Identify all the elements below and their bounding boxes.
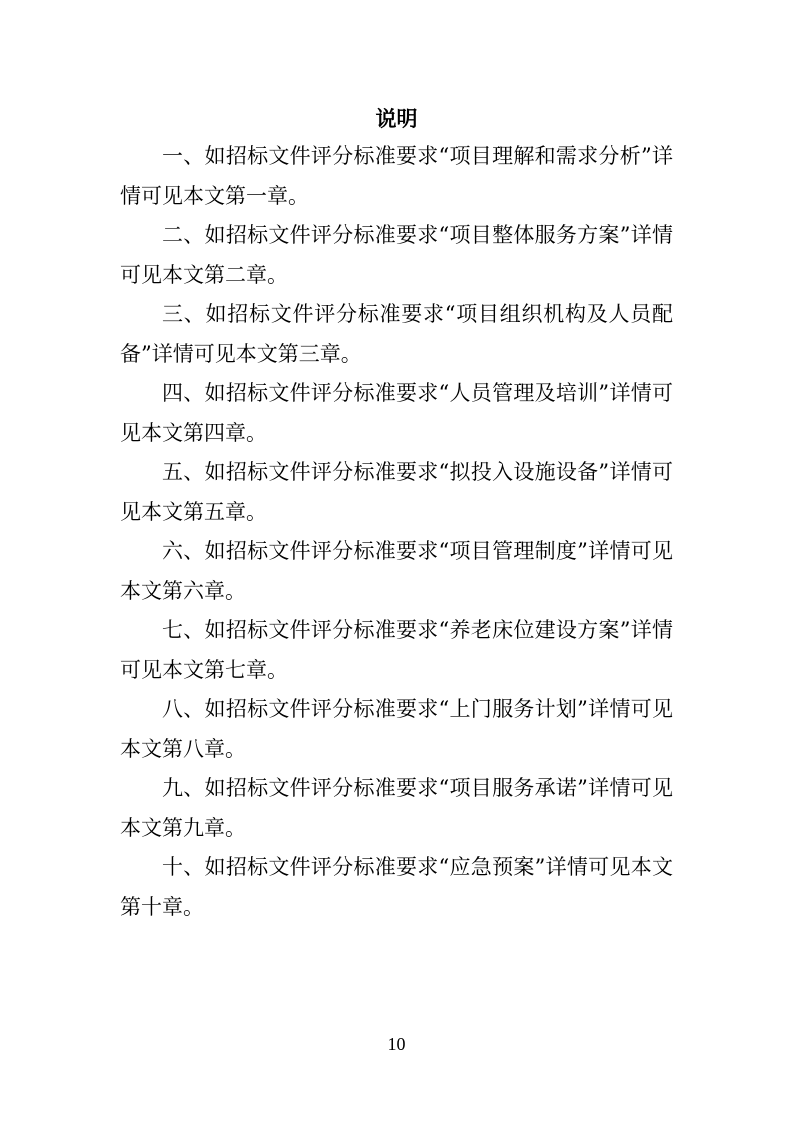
- document-title: 说明: [375, 106, 418, 131]
- paragraph-9: 九、如招标文件评分标准要求“项目服务承诺”详情可见本文第九章。: [120, 776, 673, 840]
- paragraph-6: 六、如招标文件评分标准要求“项目管理制度”详情可见本文第六章。: [120, 539, 673, 603]
- paragraph-8: 八、如招标文件评分标准要求“上门服务计划”详情可见本文第八章。: [120, 697, 673, 761]
- document-body: [120, 137, 673, 927]
- paragraph-1: 一、如招标文件评分标准要求“项目理解和需求分析”详情可见本文第一章。: [120, 144, 673, 208]
- page-number: 10: [387, 1034, 406, 1054]
- paragraph-10: 十、如招标文件评分标准要求“应急预案”详情可见本文第十章。: [120, 855, 673, 919]
- paragraph-4: 四、如招标文件评分标准要求“人员管理及培训”详情可见本文第四章。: [120, 381, 673, 445]
- paragraph-3: 三、如招标文件评分标准要求“项目组织机构及人员配备”详情可见本文第三章。: [120, 302, 673, 366]
- paragraph-7: 七、如招标文件评分标准要求“养老床位建设方案”详情可见本文第七章。: [120, 618, 673, 682]
- paragraph-2: 二、如招标文件评分标准要求“项目整体服务方案”详情可见本文第二章。: [120, 223, 673, 287]
- paragraph-5: 五、如招标文件评分标准要求“拟投入设施设备”详情可见本文第五章。: [120, 460, 673, 524]
